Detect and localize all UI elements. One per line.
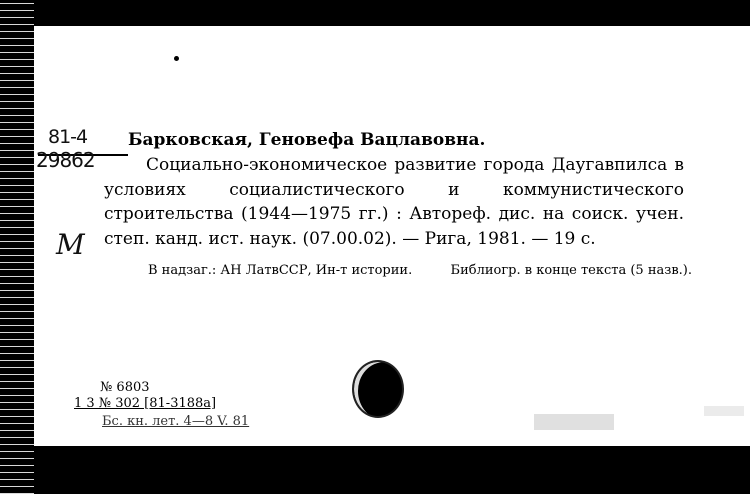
bibliographic-description: Социально-экономическое развитие города Даугавпилса в условиях социалистического и коммунистического строительства (1944—1975 гг.) : Автореф. дис. на соиск. учен. степ. канд. ист. наук. (07.00.02). — Рига, 1981. — 19 с. (104, 155, 684, 249)
call-number: 81-4 (48, 126, 88, 148)
bibliography-note: Библиогр. в конце текста (5 назв.). (450, 263, 692, 278)
handwritten-mark: М (56, 228, 85, 261)
punch-dot (174, 56, 179, 61)
author-heading: Барковская, Геновефа Вацлавовна. (128, 130, 486, 150)
stain (704, 406, 744, 416)
inventory-number: 29862 (36, 148, 95, 172)
scan-border-left (0, 0, 34, 494)
scan-border-top (0, 0, 750, 26)
card-note (122, 260, 692, 281)
catalog-card (34, 26, 750, 446)
sponsor-note: В надзаг.: АН ЛатвССР, Ин-т истории. (148, 263, 413, 278)
stain (534, 414, 614, 430)
registry-line-2: Бс. кн. лет. 4—8 V. 81 (102, 414, 250, 429)
registry-line: 1 3 № 302 [81-3188а] (74, 396, 217, 411)
registry-number: № 6803 (100, 380, 150, 395)
card-hole (352, 360, 404, 418)
